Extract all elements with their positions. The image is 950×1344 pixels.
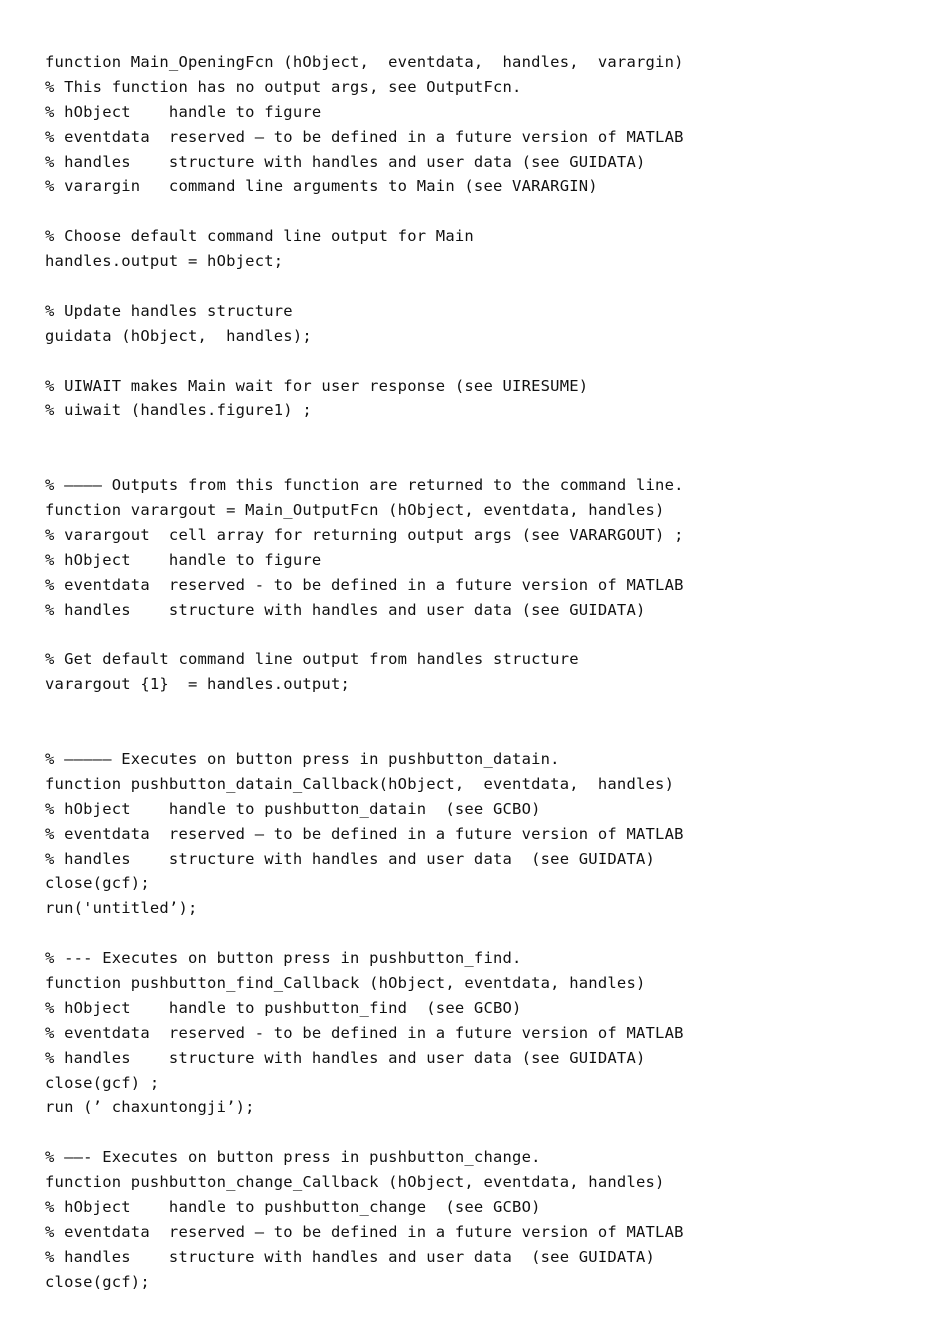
code-line — [45, 697, 925, 722]
code-line: % --- Executes on button press in pushbutton_find. — [45, 949, 522, 968]
code-line: % eventdata reserved — to be defined in a future version of MATLAB — [45, 1222, 684, 1241]
code-line: % Update handles structure — [45, 301, 293, 320]
code-line: % hObject handle to figure — [45, 550, 322, 569]
code-line: % eventdata reserved — to be defined in a future version of MATLAB — [45, 127, 684, 146]
code-line — [45, 274, 925, 299]
code-line: % eventdata reserved - to be defined in a future version of MATLAB — [45, 575, 684, 594]
code-line: % varargin command line arguments to Main (see VARARGIN) — [45, 177, 598, 196]
code-line: % handles structure with handles and user data (see GUIDATA) — [45, 1048, 646, 1067]
code-line — [45, 722, 925, 747]
code-line: % hObject handle to figure — [45, 102, 322, 121]
code-line: handles.output = hObject; — [45, 252, 284, 271]
code-line: close(gcf) ; — [45, 1073, 160, 1092]
code-line: function varargout = Main_OutputFcn (hObject, eventdata, handles) — [45, 501, 665, 520]
code-line: % uiwait (handles.figure1) ; — [45, 401, 312, 420]
code-line — [45, 921, 925, 946]
code-line: function pushbutton_change_Callback (hObject, eventdata, handles) — [45, 1173, 665, 1192]
code-line — [45, 622, 925, 647]
code-line: % ————— Executes on button press in pushbutton_datain. — [45, 749, 560, 768]
code-line — [45, 448, 925, 473]
code-line: function Main_OpeningFcn (hObject, eventdata, handles, varargin) — [45, 53, 684, 71]
code-line: % eventdata reserved — to be defined in a future version of MATLAB — [45, 824, 684, 843]
code-document — [45, 50, 925, 1295]
code-line: function pushbutton_find_Callback (hObject, eventdata, handles) — [45, 973, 646, 992]
code-line: % handles structure with handles and user data (see GUIDATA) — [45, 600, 646, 619]
code-line: close(gcf); — [45, 1272, 150, 1291]
code-line: % eventdata reserved - to be defined in a future version of MATLAB — [45, 1023, 684, 1042]
code-line: % ———— Outputs from this function are returned to the command line. — [45, 476, 684, 495]
code-line: % ——- Executes on button press in pushbutton_change. — [45, 1148, 541, 1167]
code-line: run('untitled’); — [45, 899, 198, 918]
code-line — [45, 199, 925, 224]
code-line: % handles structure with handles and user data (see GUIDATA) — [45, 1247, 656, 1266]
code-line: close(gcf); — [45, 874, 150, 893]
code-line: % handles structure with handles and user data (see GUIDATA) — [45, 152, 646, 171]
code-line — [45, 349, 925, 374]
code-line: run (’ chaxuntongji’); — [45, 1098, 255, 1117]
code-line: varargout {1} = handles.output; — [45, 675, 351, 694]
code-line: guidata (hObject, handles); — [45, 326, 312, 345]
code-line: % This function has no output args, see OutputFcn. — [45, 77, 522, 96]
code-line: function pushbutton_datain_Callback(hObject, eventdata, handles) — [45, 774, 675, 793]
code-line — [45, 1120, 925, 1145]
code-line: % Get default command line output from handles structure — [45, 650, 579, 669]
code-line: % Choose default command line output for Main — [45, 227, 474, 246]
code-line: % hObject handle to pushbutton_change (see GCBO) — [45, 1197, 541, 1216]
code-line: % hObject handle to pushbutton_datain (see GCBO) — [45, 799, 541, 818]
code-line: % varargout cell array for returning output args (see VARARGOUT) ; — [45, 525, 684, 544]
code-line: % handles structure with handles and user data (see GUIDATA) — [45, 849, 656, 868]
code-line: % UIWAIT makes Main wait for user response (see UIRESUME) — [45, 376, 589, 395]
code-line — [45, 423, 925, 448]
code-line: % hObject handle to pushbutton_find (see GCBO) — [45, 998, 522, 1017]
